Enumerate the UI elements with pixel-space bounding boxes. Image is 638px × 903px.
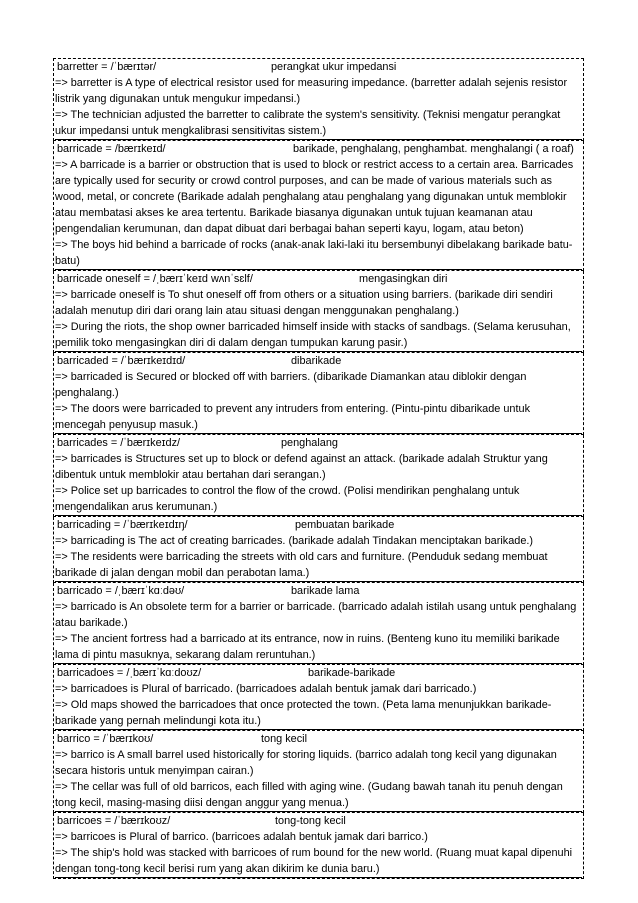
- definition-text: => barrico is A small barrel used historically for storing liquids. (barrico adalah tong kecil yang digunakan secara historis untuk menyimpan cairan.): [55, 749, 557, 777]
- entry-barricade-oneself: [53, 271, 584, 353]
- example-sentence: => The ancient fortress had a barricado at its entrance, now in ruins. (Benteng kuno itu memiliki barikade lama di pintu masuknya, sekarang dalam reruntuhan.): [55, 631, 582, 664]
- example-sentence: => The residents were barricading the streets with old cars and furniture. (Penduduk sedang membuat barikade di jalan dengan mobil dan perabotan lama.): [55, 549, 582, 582]
- term-pronunciation: barricades = /ˈbærɪkeɪdz/: [57, 437, 181, 449]
- term-meaning: barikade-barikade: [308, 667, 396, 679]
- term-pronunciation: barrico = /ˈbærɪkoʊ/: [57, 733, 154, 745]
- entry-header: [55, 731, 582, 747]
- entry-header: [55, 353, 582, 369]
- entry-barrico: [53, 731, 584, 813]
- term-pronunciation: barricado = /ˌbærɪˈkɑːdəʊ/: [57, 585, 185, 597]
- example-sentence: => Old maps showed the barricadoes that once protected the town. (Peta lama menunjukkan barikade-barikade yang pernah melindungi kota itu.): [55, 697, 582, 730]
- example-sentence: => Police set up barricades to control the flow of the crowd. (Polisi mendirikan penghalang untuk mengendalikan arus kerumunan.): [55, 483, 582, 516]
- entry-barretter: [53, 58, 584, 141]
- entry-header: [55, 665, 582, 681]
- term-meaning: perangkat ukur impedansi: [271, 61, 397, 73]
- example-sentence: => During the riots, the shop owner barricaded himself inside with stacks of sandbags. (Selama kerusuhan, pemilik toko mengasingkan diri di dalam dengan tumpukan karung pasir.): [55, 319, 582, 352]
- example-sentence: => The doors were barricaded to prevent any intruders from entering. (Pintu-pintu dibarikade untuk mencegah penyusup masuk.): [55, 401, 582, 434]
- term-meaning: pembuatan barikade: [295, 519, 395, 531]
- entry-header: [55, 583, 582, 599]
- entry-barricading: [53, 517, 584, 583]
- term-meaning: tong kecil: [261, 733, 308, 745]
- term-meaning: tong-tong kecil: [275, 815, 346, 827]
- entry-header: [55, 435, 582, 451]
- example-sentence: => The boys hid behind a barricade of rocks (anak-anak laki-laki itu bersembunyi dibelakang barikade batu-batu): [55, 237, 582, 270]
- definition-text: => A barricade is a barrier or obstruction that is used to block or restrict access to a certain area. Barricades are typically used for security or crowd control purposes, and can be made of various materials such as wood, metal, or concrete (Barikade adalah penghalang atau penghalang yang digunakan untuk memblokir atau membatasi akses ke area tertentu. Barikade biasanya digunakan untuk tujuan keamanan atau pengendalian kerumunan, dan dapat dibuat dari berbagai bahan seperti kayu, logam, atau beton): [55, 159, 574, 235]
- term-meaning: penghalang: [281, 437, 338, 449]
- term-pronunciation: barretter = /ˈbærɪtər/: [57, 61, 157, 73]
- example-sentence: => The cellar was full of old barricos, each filled with aging wine. (Gudang bawah tanah itu penuh dengan tong kecil, masing-masing diisi dengan anggur yang menua.): [55, 779, 582, 812]
- term-pronunciation: barricading = /ˈbærɪkeɪdɪŋ/: [57, 519, 188, 531]
- entry-barricadoes: [53, 665, 584, 731]
- term-meaning: barikade lama: [291, 585, 360, 597]
- entry-barricaded: [53, 353, 584, 435]
- entry-header: [55, 813, 582, 829]
- definition-text: => barricado is An obsolete term for a barrier or barricade. (barricado adalah istilah usang untuk penghalang atau barikade.): [55, 601, 577, 629]
- term-pronunciation: barricadoes = /ˌbærɪˈkɑːdoʊz/: [57, 667, 202, 679]
- entry-barricoes: [53, 813, 584, 879]
- entry-barricado: [53, 583, 584, 665]
- term-pronunciation: barricoes = /ˈbærɪkoʊz/: [57, 815, 171, 827]
- definition-text: => barricoes is Plural of barrico. (barricoes adalah bentuk jamak dari barrico.): [55, 831, 428, 843]
- entry-header: [55, 59, 582, 75]
- term-meaning: barikade, penghalang, penghambat. menghalangi ( a roaf): [293, 143, 574, 155]
- entry-barricades: [53, 435, 584, 517]
- definition-text: => barricadoes is Plural of barricado. (barricadoes adalah bentuk jamak dari barricado.): [55, 683, 477, 695]
- term-pronunciation: barricaded = /ˈbærɪkeɪdɪd/: [57, 355, 186, 367]
- term-meaning: mengasingkan diri: [359, 273, 448, 285]
- dictionary-page: [53, 58, 584, 879]
- entry-header: [55, 271, 582, 287]
- definition-text: => barricaded is Secured or blocked off with barriers. (dibarikade Diamankan atau diblokir dengan penghalang.): [55, 371, 527, 399]
- entry-barricade: [53, 141, 584, 271]
- definition-text: => barricades is Structures set up to block or defend against an attack. (barikade adalah Struktur yang dibentuk untuk memblokir atau bertahan dari serangan.): [55, 453, 548, 481]
- term-pronunciation: barricade oneself = /ˌbærɪˈkeɪd wʌnˈsɛlf/: [57, 273, 253, 285]
- definition-text: => barricading is The act of creating barricades. (barikade adalah Tindakan menciptakan barikade.): [55, 535, 534, 547]
- example-sentence: => The technician adjusted the barretter to calibrate the system's sensitivity. (Teknisi mengatur perangkat ukur impedansi untuk mengkalibrasi sensitivitas sistem.): [55, 107, 582, 140]
- entry-header: [55, 517, 582, 533]
- entry-header: [55, 141, 582, 157]
- term-pronunciation: barricade = /bærɪkeɪd/: [57, 143, 166, 155]
- definition-text: => barricade oneself is To shut oneself off from others or a situation using barriers. (barikade diri sendiri adalah menutup diri dari orang lain atau situasi dengan menggunakan penghalang.): [55, 289, 553, 317]
- definition-text: => barretter is A type of electrical resistor used for measuring impedance. (barretter adalah sejenis resistor listrik yang digunakan untuk mengukur impedansi.): [55, 77, 568, 105]
- example-sentence: => The ship's hold was stacked with barricoes of rum bound for the new world. (Ruang muat kapal dipenuhi dengan tong-tong kecil berisi rum yang akan dikirim ke dunia baru.): [55, 845, 582, 878]
- term-meaning: dibarikade: [291, 355, 342, 367]
